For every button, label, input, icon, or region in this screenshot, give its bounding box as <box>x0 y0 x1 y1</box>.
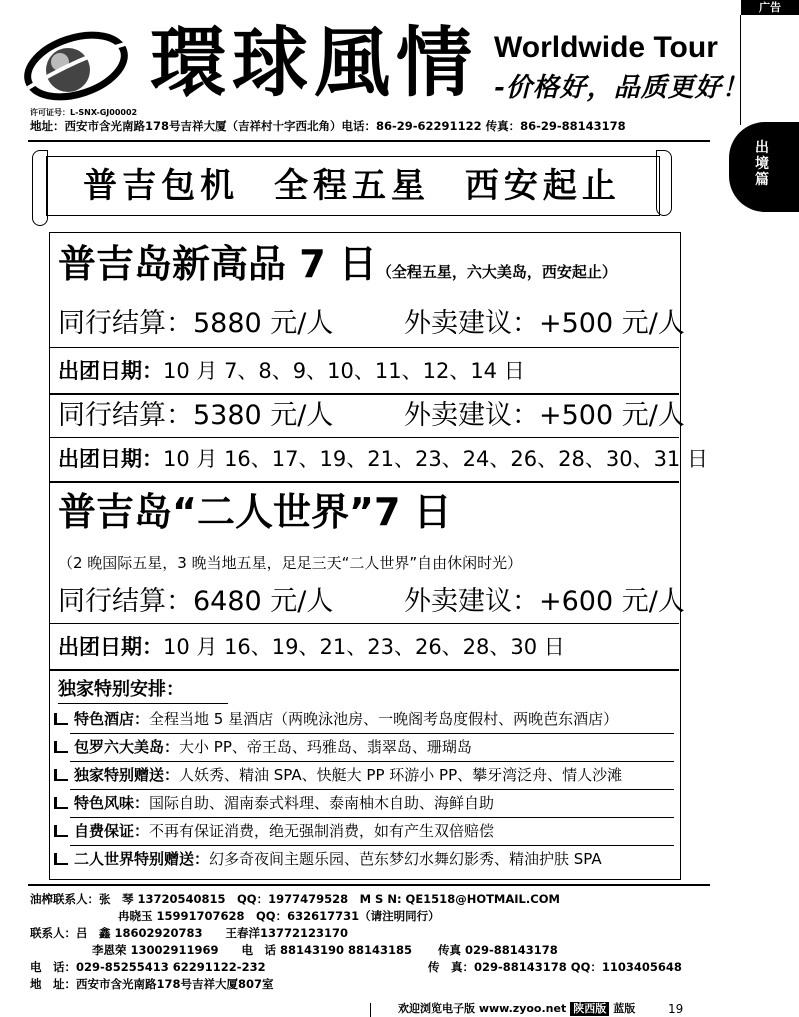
special-title: 独家特别安排： <box>58 679 184 700</box>
page-number: 19 <box>668 1002 684 1016</box>
tour1-subtitle: （全程五星，六大美岛，西安起止） <box>376 263 617 281</box>
row-divider <box>50 669 679 671</box>
item-divider <box>70 789 674 790</box>
trade-price: 同行结算：5380 元/人 <box>58 400 334 431</box>
edition-badge: 陕西版 <box>570 1002 609 1016</box>
license-number: 许可证号：L-SNX-GJ00002 <box>30 108 138 117</box>
special-item-text: 人妖秀、精油 SPA、快艇大 PP 环游小 PP、攀牙湾泛舟、情人沙滩 <box>179 766 623 784</box>
website-text: 欢迎浏览电子版 www.zyoo.net <box>398 1002 567 1015</box>
tour1-title: 普吉岛新高品 7 日 <box>58 242 377 286</box>
section-side-tab <box>729 122 799 212</box>
special-item <box>54 737 472 757</box>
bullet-icon <box>54 797 68 809</box>
tour1-price-row-1 <box>58 307 685 341</box>
contact-line: 传 真：029-88143178 QQ：1103405648 <box>428 960 682 974</box>
globe-logo-icon <box>20 26 138 104</box>
tour1-dates-row-1 <box>58 357 525 385</box>
side-tab-char: 境 <box>755 156 769 172</box>
departure-dates: 10 月 16、19、21、23、26、28、30 日 <box>163 635 565 659</box>
footer-divider <box>28 884 710 886</box>
dates-label: 出团日期： <box>58 635 163 659</box>
special-item <box>54 709 618 729</box>
special-item <box>54 793 494 813</box>
departure-dates: 10 月 16、17、19、21、23、24、26、28、30、31 日 <box>163 447 708 471</box>
special-item <box>54 765 622 785</box>
contact-line: 冉晓玉 15991707628 QQ：632617731（请注明同行） <box>118 909 440 923</box>
bullet-icon <box>54 741 68 753</box>
bottom-divider <box>370 1003 371 1017</box>
special-item-text: 大小 PP、帝王岛、玛雅岛、翡翠岛、珊瑚岛 <box>179 738 472 756</box>
tour1-title-row <box>58 241 617 295</box>
contact-line: 地 址：西安市含光南路178号吉祥大厦807室 <box>30 977 274 991</box>
departure-dates: 10 月 7、8、9、10、11、12、14 日 <box>163 359 525 383</box>
bullet-icon <box>54 825 68 837</box>
brand-english-name: Worldwide Tour <box>494 31 718 64</box>
contact-line: 油榨联系人：张 琴 13720540815 QQ：1977479528 M S N: QE1518@HOTMAIL.COM <box>30 892 560 906</box>
tour2-title: 普吉岛“二人世界”7 日 <box>58 490 452 534</box>
header-divider <box>28 140 710 142</box>
dates-label: 出团日期： <box>58 359 163 383</box>
edition-color: 蓝版 <box>613 1002 636 1015</box>
item-divider <box>70 817 674 818</box>
tour1-price-row-2 <box>58 399 685 433</box>
row-divider <box>50 481 679 483</box>
special-item-text: 不再有保证消费，绝无强制消费，如有产生双倍赔偿 <box>149 822 495 840</box>
item-divider <box>70 845 674 846</box>
special-item-label: 独家特别赠送： <box>74 766 180 784</box>
special-item-label: 二人世界特别赠送： <box>74 850 210 868</box>
contact-line: 电 话：029-85255413 62291122-232 <box>30 960 266 974</box>
tour-box <box>49 232 708 880</box>
dates-label: 出团日期： <box>58 447 163 471</box>
row-divider <box>50 347 679 348</box>
scroll-banner <box>32 150 672 226</box>
row-divider <box>50 623 679 624</box>
tour2-dates-row <box>58 633 565 661</box>
trade-price: 同行结算：5880 元/人 <box>58 308 334 339</box>
tour2-price-row <box>58 585 685 619</box>
brand-slogan: -价格好，品质更好！ <box>494 73 749 103</box>
special-item-text: 全程当地 5 星酒店（两晚泳池房、一晚阁考岛度假村、两晚芭东酒店） <box>149 710 619 728</box>
bottom-footer-text <box>398 1002 635 1016</box>
retail-suggestion: 外卖建议：+500 元/人 <box>404 308 685 339</box>
bullet-icon <box>54 769 68 781</box>
special-item-label: 特色风味： <box>74 794 150 812</box>
contact-line: 联系人：吕 鑫 18602920783 王春洋13772123170 <box>30 926 349 940</box>
special-title-underline <box>58 703 228 704</box>
brand-title: 環球風情 <box>150 18 478 107</box>
item-divider <box>70 733 674 734</box>
banner-text: 普吉包机 全程五星 西安起止 <box>83 166 621 206</box>
special-item-text: 幻多奇夜间主题乐园、芭东梦幻水舞幻影秀、精油护肤 SPA <box>209 850 602 868</box>
special-item-label: 自费保证： <box>74 822 150 840</box>
side-tab-char: 篇 <box>755 172 769 188</box>
special-item <box>54 821 494 841</box>
contact-line: 传真 029-88143178 <box>438 943 558 957</box>
side-tab-char: 出 <box>755 140 769 156</box>
row-divider <box>50 437 679 438</box>
right-rule <box>740 15 741 125</box>
special-item <box>54 849 602 869</box>
tour1-dates-row-2 <box>58 445 708 473</box>
bullet-icon <box>54 853 68 865</box>
ad-tag: 广告 <box>741 0 799 15</box>
special-item-label: 包罗六大美岛： <box>74 738 180 756</box>
item-divider <box>70 761 674 762</box>
tour2-note: （2 晚国际五星，3 晚当地五星，足足三天“二人世界”自由休闲时光） <box>58 554 523 572</box>
header-address: 地址：西安市含光南路178号吉祥大厦（吉祥村十字西北角）电话：86-29-62291122 传真：86-29-88143178 <box>30 119 626 133</box>
retail-suggestion: 外卖建议：+600 元/人 <box>404 586 685 617</box>
retail-suggestion: 外卖建议：+500 元/人 <box>404 400 685 431</box>
trade-price: 同行结算：6480 元/人 <box>58 586 334 617</box>
contact-line: 李恩荣 13002911969 电 话 88143190 88143185 <box>92 943 413 957</box>
special-item-text: 国际自助、湄南泰式料理、泰南柚木自助、海鲜自助 <box>149 794 495 812</box>
special-item-label: 特色酒店： <box>74 710 150 728</box>
row-divider <box>50 393 679 395</box>
bullet-icon <box>54 713 68 725</box>
